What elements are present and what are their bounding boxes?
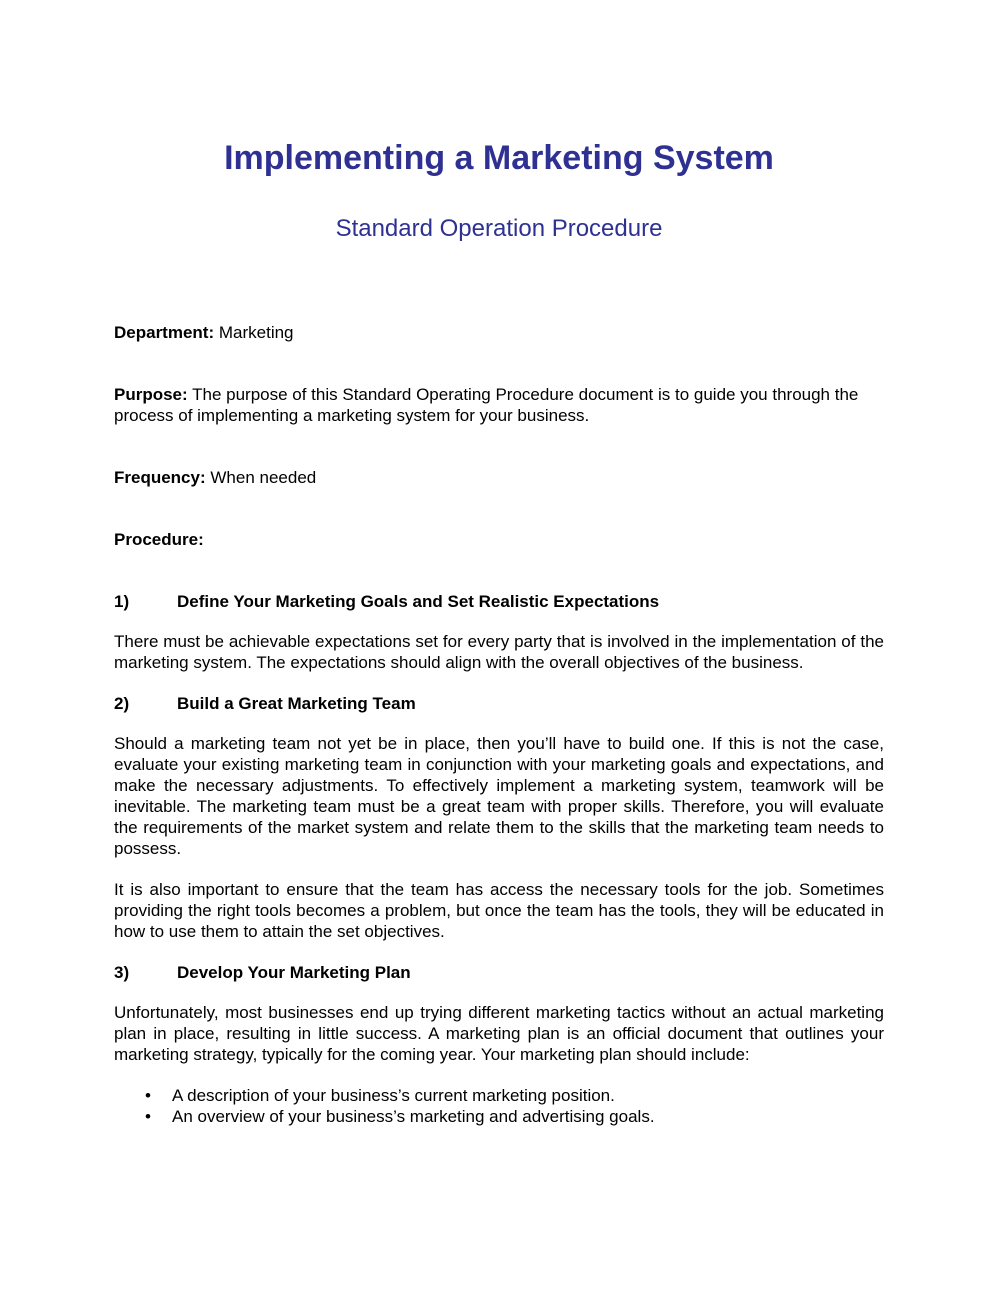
procedure-label: Procedure:: [114, 530, 204, 549]
section-2-number: 2): [114, 694, 130, 713]
section-2-heading: [114, 693, 884, 714]
section-1-paragraph: There must be achievable expectations set for every party that is involved in the implementation of the marketing system. The expectations should align with the overall objectives of the business.: [114, 632, 884, 672]
list-item: [114, 1106, 884, 1127]
field-purpose: [114, 384, 884, 426]
field-frequency: [114, 467, 884, 488]
bullet-icon: •: [145, 1086, 151, 1105]
document-subtitle: Standard Operation Procedure: [335, 215, 663, 242]
purpose-value: The purpose of this Standard Operating Procedure document is to guide you through the process of implementing a marketing system for your business.: [114, 385, 859, 425]
department-value: Marketing: [218, 323, 294, 342]
bullet-list: [114, 1085, 884, 1127]
field-procedure: [114, 529, 884, 550]
section-2-paragraph-2: It is also important to ensure that the team has access the necessary tools for the job. Sometimes providing the right tools becomes a problem, but once the team has the tools, they will be educated in how to use them to attain the set objectives.: [114, 880, 884, 941]
section-2-heading-text: Build a Great Marketing Team: [177, 694, 416, 713]
section-3-paragraph: Unfortunately, most businesses end up trying different marketing tactics without an actual marketing plan in place, resulting in little success. A marketing plan is an official document that outlines your marketing strategy, typically for the coming year. Your marketing plan should include:: [114, 1003, 884, 1064]
list-item: [114, 1085, 884, 1106]
bullet-icon: •: [145, 1107, 151, 1126]
section-1-number: 1): [114, 592, 130, 611]
section-1-heading-text: Define Your Marketing Goals and Set Realistic Expectations: [177, 592, 660, 611]
section-1: [114, 591, 884, 673]
list-item-text: A description of your business’s current marketing position.: [172, 1086, 615, 1105]
section-3: [114, 962, 884, 1127]
section-3-heading-text: Develop Your Marketing Plan: [177, 963, 411, 982]
section-3-heading: [114, 962, 884, 983]
purpose-label: Purpose:: [114, 385, 188, 404]
frequency-label: Frequency:: [114, 468, 206, 487]
section-2-paragraph-1: Should a marketing team not yet be in place, then you’ll have to build one. If this is not the case, evaluate your existing marketing team in conjunction with your marketing goals and expectations, and make the necessary adjustments. To effectively implement a marketing system, teamwork will be inevitable. The marketing team must be a great team with proper skills. Therefore, you will evaluate the requirements of the market system and relate them to the skills that the marketing team needs to possess.: [114, 734, 884, 858]
field-department: [114, 322, 884, 343]
department-label: Department:: [114, 323, 215, 342]
section-1-heading: [114, 591, 884, 612]
section-2: [114, 693, 884, 942]
section-3-number: 3): [114, 963, 130, 982]
list-item-text: An overview of your business’s marketing and advertising goals.: [172, 1107, 655, 1126]
frequency-value: When needed: [210, 468, 317, 487]
document-title: Implementing a Marketing System: [224, 139, 774, 177]
